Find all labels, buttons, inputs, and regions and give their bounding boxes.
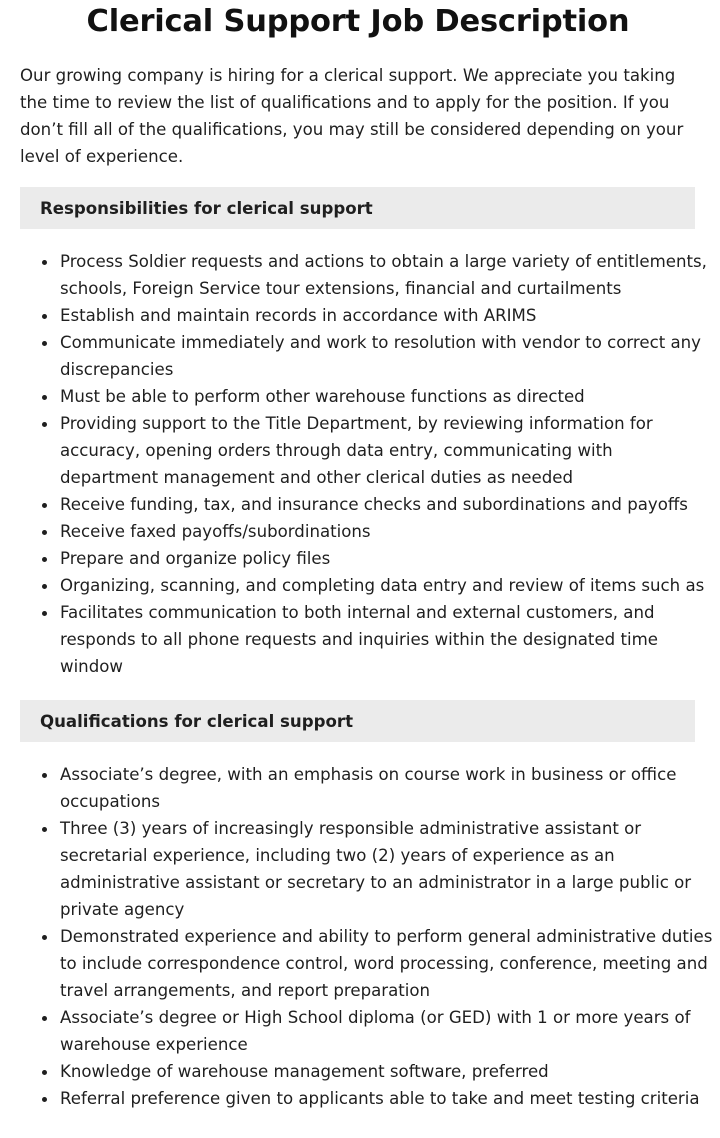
list-item: Facilitates communication to both internal and external customers, and responds to all phone requests and inquiries within the designated time window bbox=[60, 599, 715, 680]
list-item: Must be able to perform other warehouse functions as directed bbox=[60, 383, 715, 410]
list-item: Three (3) years of increasingly responsible administrative assistant or secretarial experience, including two (2) years of experience as an administrative assistant or secretary to an administrator in a large public or private agency bbox=[60, 815, 715, 923]
responsibilities-list bbox=[20, 248, 715, 680]
list-item: Knowledge of warehouse management software, preferred bbox=[60, 1058, 715, 1085]
list-item: Associate’s degree, with an emphasis on course work in business or office occupations bbox=[60, 761, 715, 815]
list-item: Organizing, scanning, and completing data entry and review of items such as bbox=[60, 572, 715, 599]
list-item: Demonstrated experience and ability to perform general administrative duties to include correspondence control, word processing, conference, meeting and travel arrangements, and report preparation bbox=[60, 923, 715, 1004]
list-item: Receive funding, tax, and insurance checks and subordinations and payoffs bbox=[60, 491, 715, 518]
list-item: Providing support to the Title Department, by reviewing information for accuracy, opening orders through data entry, communicating with department management and other clerical duties as needed bbox=[60, 410, 715, 491]
list-item: Referral preference given to applicants able to take and meet testing criteria bbox=[60, 1085, 715, 1112]
responsibilities-heading: Responsibilities for clerical support bbox=[40, 198, 373, 218]
qualifications-list bbox=[20, 761, 715, 1112]
list-item: Receive faxed payoffs/subordinations bbox=[60, 518, 715, 545]
list-item: Associate’s degree or High School diploma (or GED) with 1 or more years of warehouse experience bbox=[60, 1004, 715, 1058]
page-title: Clerical Support Job Description bbox=[86, 4, 630, 39]
list-item: Process Soldier requests and actions to obtain a large variety of entitlements, schools, Foreign Service tour extensions, financial and curtailments bbox=[60, 248, 715, 302]
list-item: Communicate immediately and work to resolution with vendor to correct any discrepancies bbox=[60, 329, 715, 383]
list-item: Prepare and organize policy files bbox=[60, 545, 715, 572]
responsibilities-header bbox=[20, 187, 695, 229]
qualifications-heading: Qualifications for clerical support bbox=[40, 711, 354, 731]
intro-paragraph: Our growing company is hiring for a clerical support. We appreciate you taking the time to review the list of qualifications and to apply for the position. If you don’t fill all of the qualifications, you may still be considered depending on your level of experience. bbox=[20, 66, 684, 166]
qualifications-header bbox=[20, 700, 695, 742]
list-item: Establish and maintain records in accordance with ARIMS bbox=[60, 302, 715, 329]
